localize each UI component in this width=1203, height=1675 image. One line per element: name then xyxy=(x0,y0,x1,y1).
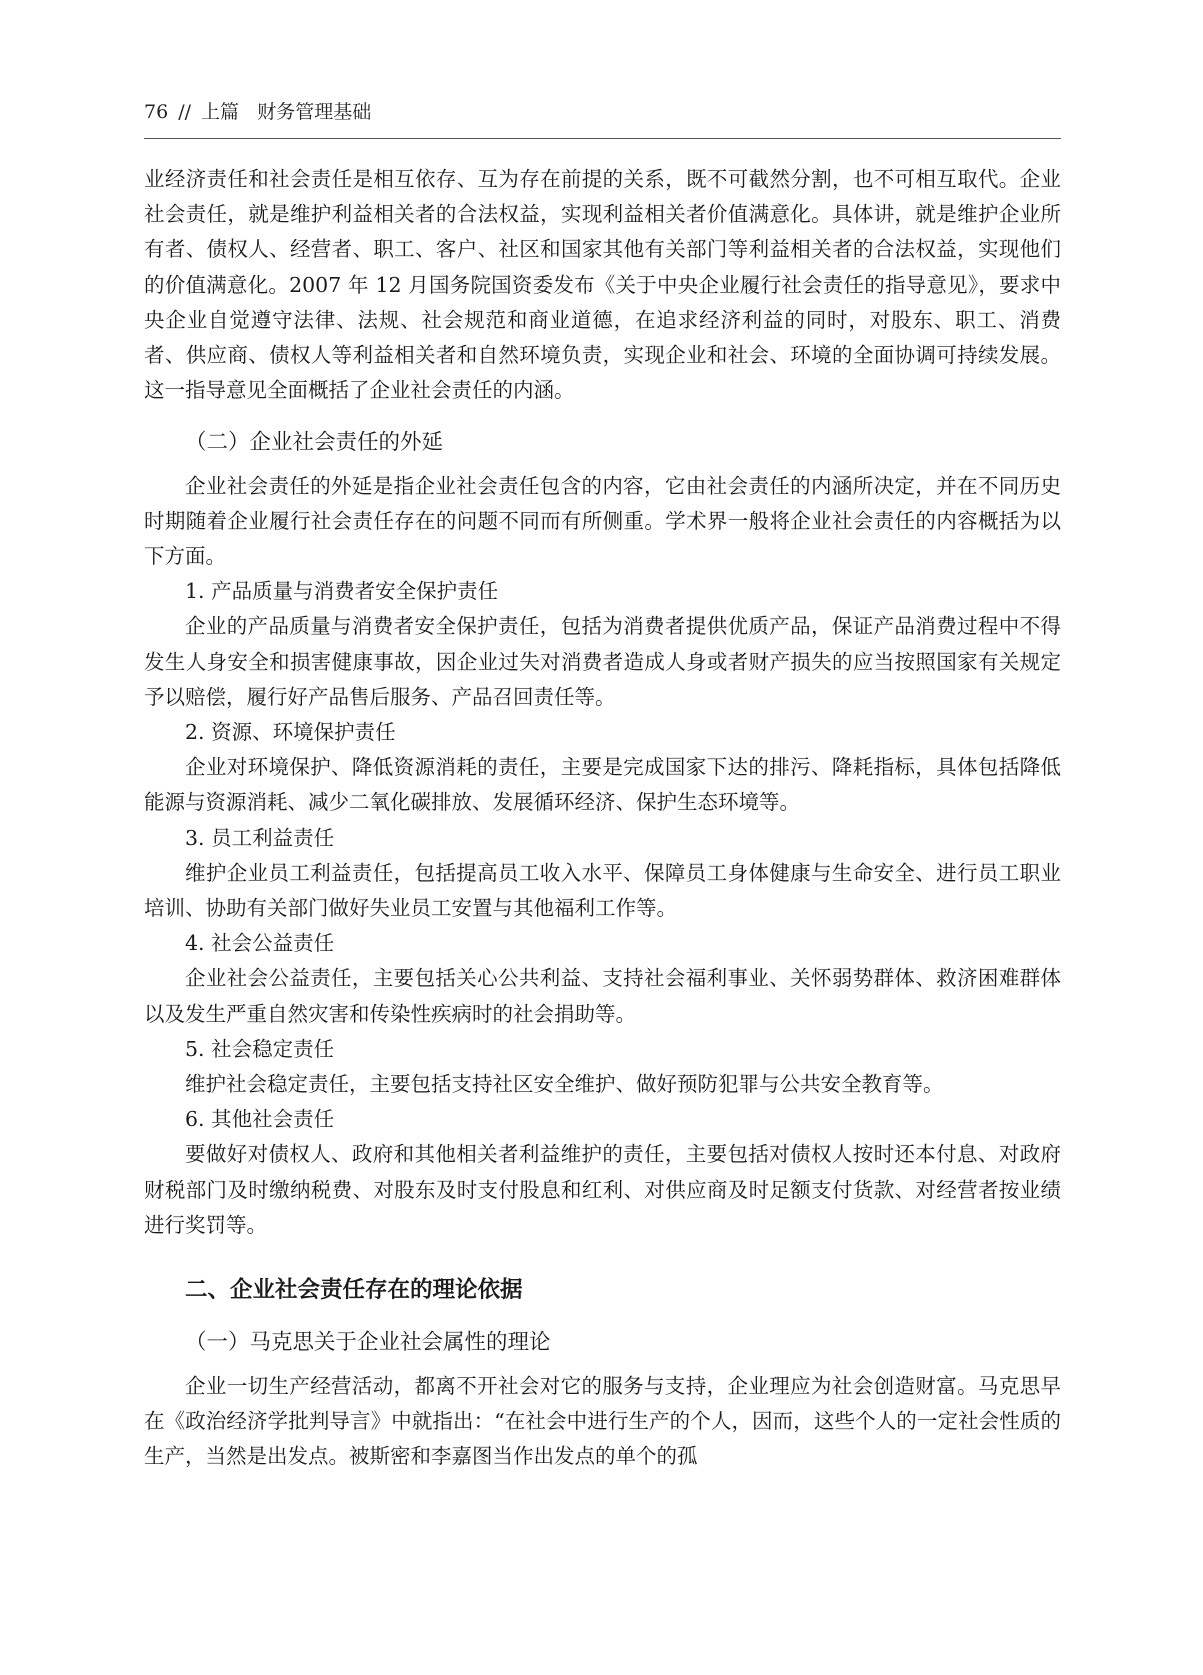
running-header xyxy=(144,100,1061,130)
item-text-product-quality: 企业的产品质量与消费者安全保护责任，包括为消费者提供优质产品，保证产品消费过程中不得发生人身安全和损害健康事故，因企业过失对消费者造成人身或者财产损失的应当按照国家有关规定予以赔偿，履行好产品售后服务、产品召回责任等。 xyxy=(144,614,1061,709)
book-page xyxy=(144,100,1061,1474)
page-number: 76 xyxy=(144,101,169,123)
header-rule xyxy=(144,138,1061,139)
item-text-environment: 企业对环境保护、降低资源消耗的责任，主要是完成国家下达的排污、降耗指标，具体包括降低能源与资源消耗、减少二氧化碳排放、发展循环经济、保护生态环境等。 xyxy=(144,755,1061,815)
section-title-theory: 二、企业社会责任存在的理论依据 xyxy=(185,1277,523,1304)
paragraph-continued: 业经济责任和社会责任是相互依存、互为存在前提的关系，既不可截然分割，也不可相互取代。企业社会责任，就是维护利益相关者的合法权益，实现利益相关者价值满意化。具体讲，就是维护企业所有者、债权人、经营者、职工、客户、社区和国家其他有关部门等利益相关者的合法权益，实现他们的价值满意化。2007 年 12 月国务院国资委发布《关于中央企业履行社会责任的指导意见》，要求中央企业自觉遵守法律、法规、社会规范和商业道德，在追求经济利益的同时，对股东、职工、消费者、供应商、债权人等利益相关者和自然环境负责，实现企业和社会、环境的全面协调可持续发展。这一指导意见全面概括了企业社会责任的内涵。 xyxy=(144,167,1061,403)
page-body xyxy=(144,162,1061,1474)
item-title-other: 6. 其他社会责任 xyxy=(185,1107,335,1132)
item-title-social-stability: 5. 社会稳定责任 xyxy=(185,1036,335,1061)
paragraph-extension-intro: 企业社会责任的外延是指企业社会责任包含的内容，它由社会责任的内涵所决定，并在不同历史时期随着企业履行社会责任存在的问题不同而有所侧重。学术界一般将企业社会责任的内容概括为以下方面。 xyxy=(144,473,1061,569)
item-text-social-stability: 维护社会稳定责任，主要包括支持社区安全维护、做好预防犯罪与公共安全教育等。 xyxy=(185,1072,944,1097)
item-title-product-quality: 1. 产品质量与消费者安全保护责任 xyxy=(185,579,499,604)
part-label: 上篇 xyxy=(201,101,240,123)
item-title-employee: 3. 员工利益责任 xyxy=(185,825,335,850)
item-text-employee: 维护企业员工利益责任，包括提高员工收入水平、保障员工身体健康与生命安全、进行员工职业培训、协助有关部门做好失业员工安置与其他福利工作等。 xyxy=(144,860,1061,921)
item-text-other: 要做好对债权人、政府和其他相关者利益维护的责任，主要包括对债权人按时还本付息、对政府财税部门及时缴纳税费、对股东及时支付股息和红利、对供应商及时足额支付货款、对经营者按业绩进行奖罚等。 xyxy=(144,1142,1061,1237)
paragraph-marx: 企业一切生产经营活动，都离不开社会对它的服务与支持，企业理应为社会创造财富。马克思早在《政治经济学批判导言》中就指出：“在社会中进行生产的个人，因而，这些个人的一定社会性质的生产，当然是出发点。被斯密和李嘉图当作出发点的单个的孤 xyxy=(144,1373,1061,1468)
item-title-public-welfare: 4. 社会公益责任 xyxy=(185,931,335,956)
subsection-title-extension: （二）企业社会责任的外延 xyxy=(185,430,444,456)
chapter-title: 财务管理基础 xyxy=(257,101,372,123)
item-title-environment: 2. 资源、环境保护责任 xyxy=(185,720,396,745)
subsection-title-marx: （一）马克思关于企业社会属性的理论 xyxy=(185,1330,551,1356)
header-separator: // xyxy=(178,101,191,123)
item-text-public-welfare: 企业社会公益责任，主要包括关心公共利益、支持社会福利事业、关怀弱势群体、救济困难群体以及发生严重自然灾害和传染性疾病时的社会捐助等。 xyxy=(144,966,1061,1026)
